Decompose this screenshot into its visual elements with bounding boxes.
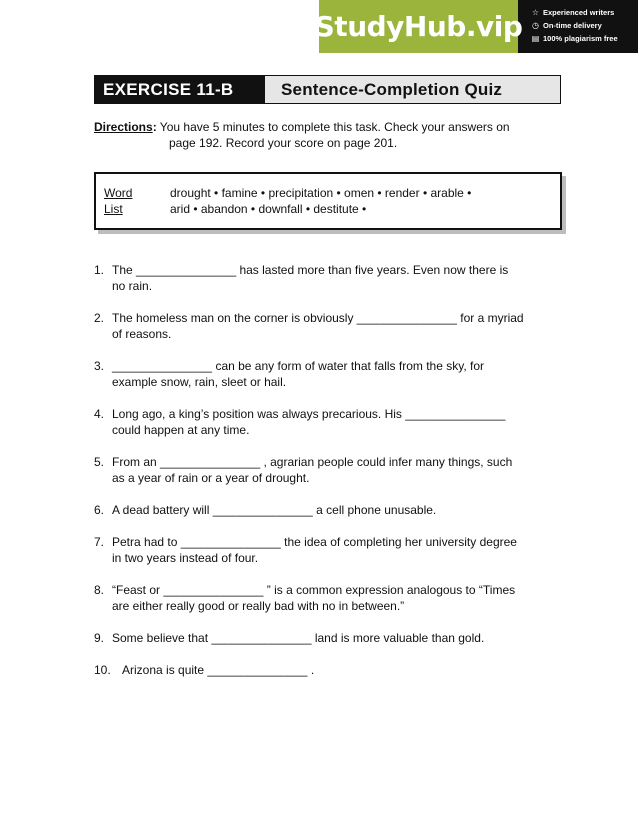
question-number: 2. [94, 311, 105, 325]
directions-text-line1: You have 5 minutes to complete this task. Check your answers on [156, 120, 510, 134]
feature-label: Experienced writers [543, 8, 615, 17]
question-text-line1: “Feast or _______________ ” is a common expression analogous to “Times [112, 583, 516, 597]
question-item [94, 662, 569, 678]
feature-item [531, 32, 618, 45]
question-number: 7. [94, 535, 105, 549]
star-icon: ☆ [531, 8, 540, 17]
ad-banner[interactable] [314, 0, 638, 53]
question-text-line1: The homeless man on the corner is obviously _______________ for a myriad [112, 311, 524, 325]
question-text-line2: of reasons. [112, 327, 172, 341]
word-list-row [104, 201, 560, 217]
question-number: 10. [94, 663, 111, 677]
question-item [94, 502, 569, 518]
exercise-title: Sentence-Completion Quiz [265, 76, 560, 103]
question-item [94, 630, 569, 646]
question-text-line2: example snow, rain, sleet or hail. [112, 375, 287, 389]
word-list-label: List [104, 202, 123, 216]
feature-item [531, 6, 618, 19]
clock-icon: ◷ [532, 21, 539, 30]
question-item [94, 454, 569, 486]
exercise-title-box [94, 75, 561, 104]
question-text-line1: From an _______________ , agrarian people could infer many things, such [112, 455, 513, 469]
question-text-line2: are either really good or really bad with no in between.” [112, 599, 405, 613]
directions-colon: : [152, 120, 157, 134]
question-number: 8. [94, 583, 105, 597]
question-number: 9. [94, 631, 105, 645]
word-list-row [104, 185, 560, 201]
document-check-icon: ▤ [531, 34, 540, 43]
question-text-line2: in two years instead of four. [112, 551, 259, 565]
question-number: 3. [94, 359, 105, 373]
directions-text-line2: page 192. Record your score on page 201. [169, 136, 398, 150]
question-number: 1. [94, 263, 105, 277]
question-text-line1: Long ago, a king’s position was always precarious. His _______________ [112, 407, 506, 421]
exercise-number: EXERCISE 11-B [95, 76, 265, 103]
question-number: 6. [94, 503, 105, 517]
question-text-line1: Some believe that _______________ land is more valuable than gold. [112, 631, 485, 645]
question-number: 5. [94, 455, 105, 469]
question-text-line1: The _______________ has lasted more than five years. Even now there is [112, 263, 509, 277]
question-item [94, 406, 569, 438]
feature-list [518, 0, 618, 53]
question-list [94, 262, 569, 678]
question-item [94, 582, 569, 614]
directions-label: Directions [94, 120, 153, 134]
word-list-box [94, 172, 562, 230]
question-item [94, 310, 569, 342]
question-text-line2: could happen at any time. [112, 423, 250, 437]
question-text-line2: no rain. [112, 279, 153, 293]
question-text-line1: Arizona is quite _______________ . [122, 663, 315, 677]
question-text-line2: as a year of rain or a year of drought. [112, 471, 310, 485]
word-list-label: Word [104, 186, 133, 200]
question-text-line1: A dead battery will _______________ a cell phone unusable. [112, 503, 437, 517]
feature-label: On-time delivery [543, 21, 602, 30]
question-item [94, 534, 569, 566]
question-item [94, 358, 569, 390]
feature-item [531, 19, 618, 32]
brand-logo[interactable]: StudyHub.vip [319, 0, 518, 53]
word-list-words: drought • famine • precipitation • omen • render • arable • [170, 186, 472, 200]
question-number: 4. [94, 407, 105, 421]
question-item [94, 262, 569, 294]
feature-label: 100% plagiarism free [543, 34, 618, 43]
question-text-line1: Petra had to _______________ the idea of completing her university degree [112, 535, 517, 549]
question-text-line1: _______________ can be any form of water that falls from the sky, for [112, 359, 484, 373]
word-list-words: arid • abandon • downfall • destitute • [170, 202, 367, 216]
directions [94, 119, 564, 151]
